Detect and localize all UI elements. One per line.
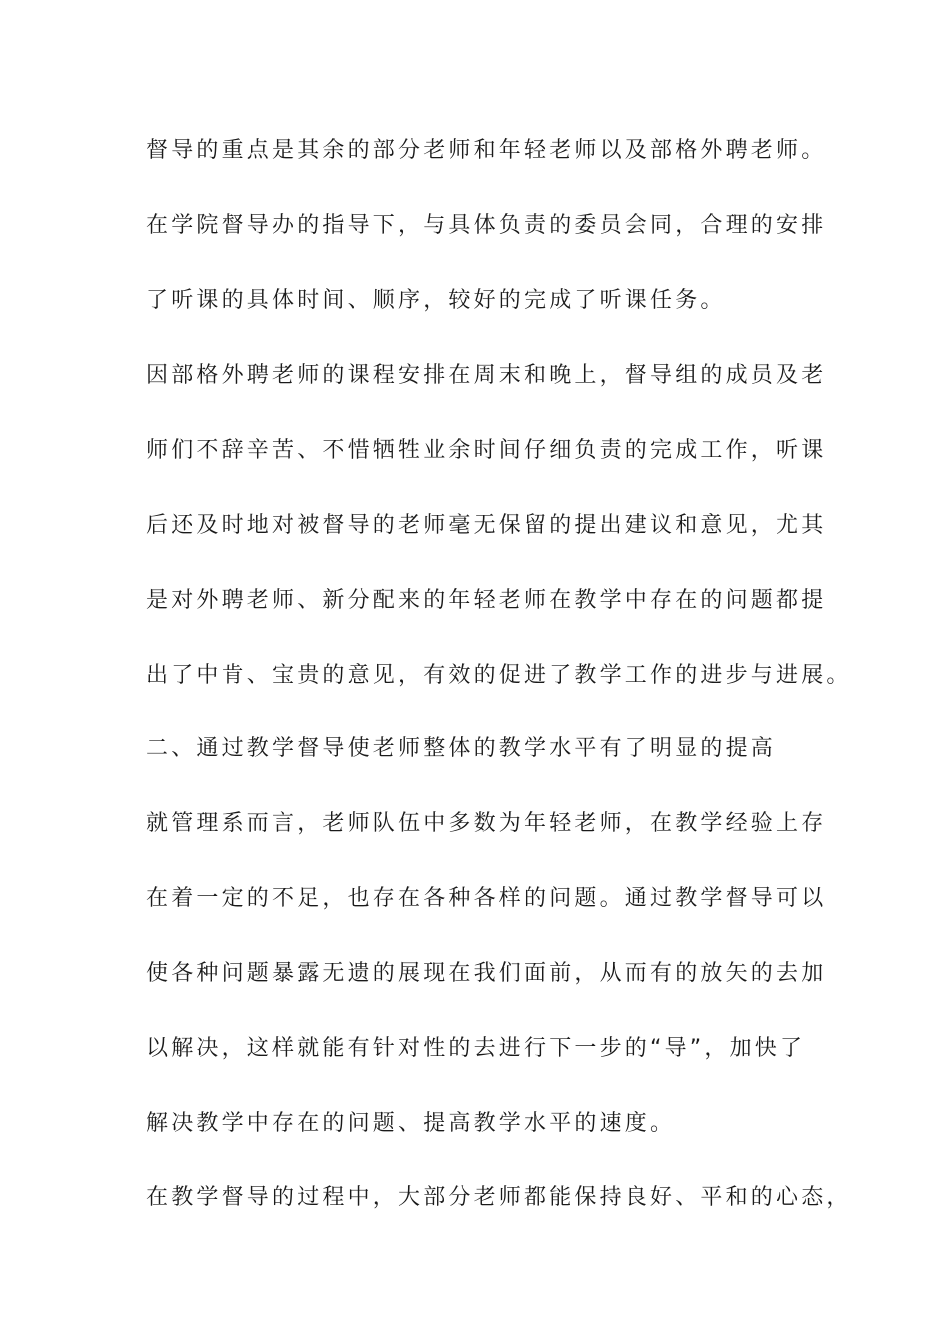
text-line: 是对外聘老师、新分配来的年轻老师在教学中存在的问题都提 (146, 588, 827, 613)
text-line: 使各种问题暴露无遗的展现在我们面前，从而有的放矢的去加 (146, 961, 827, 986)
text-line: 以解决，这样就能有针对性的去进行下一步的“导”，加快了 (146, 1036, 806, 1061)
text-line: 了听课的具体时间、顺序，较好的完成了听课任务。 (146, 288, 726, 313)
text-line: 解决教学中存在的问题、提高教学水平的速度。 (146, 1111, 676, 1136)
text-line: 就管理系而言，老师队伍中多数为年轻老师，在教学经验上存 (146, 811, 827, 836)
text-line: 在学院督导办的指导下，与具体负责的委员会同，合理的安排 (146, 213, 827, 238)
text-line: 出了中肯、宝贵的意见，有效的促进了教学工作的进步与进展。 (146, 663, 852, 688)
text-line: 师们不辞辛苦、不惜牺牲业余时间仔细负责的完成工作，听课 (146, 438, 827, 463)
text-line: 在着一定的不足，也存在各种各样的问题。通过教学督导可以 (146, 886, 827, 911)
text-line: 在教学督导的过程中，大部分老师都能保持良好、平和的心态， (146, 1185, 852, 1210)
text-line: 后还及时地对被督导的老师毫无保留的提出建议和意见，尤其 (146, 513, 827, 538)
section-heading: 二、通过教学督导使老师整体的教学水平有了明显的提高 (146, 736, 777, 761)
text-line: 因部格外聘老师的课程安排在周末和晚上，督导组的成员及老 (146, 363, 827, 388)
text-line: 督导的重点是其余的部分老师和年轻老师以及部格外聘老师。 (146, 138, 827, 163)
